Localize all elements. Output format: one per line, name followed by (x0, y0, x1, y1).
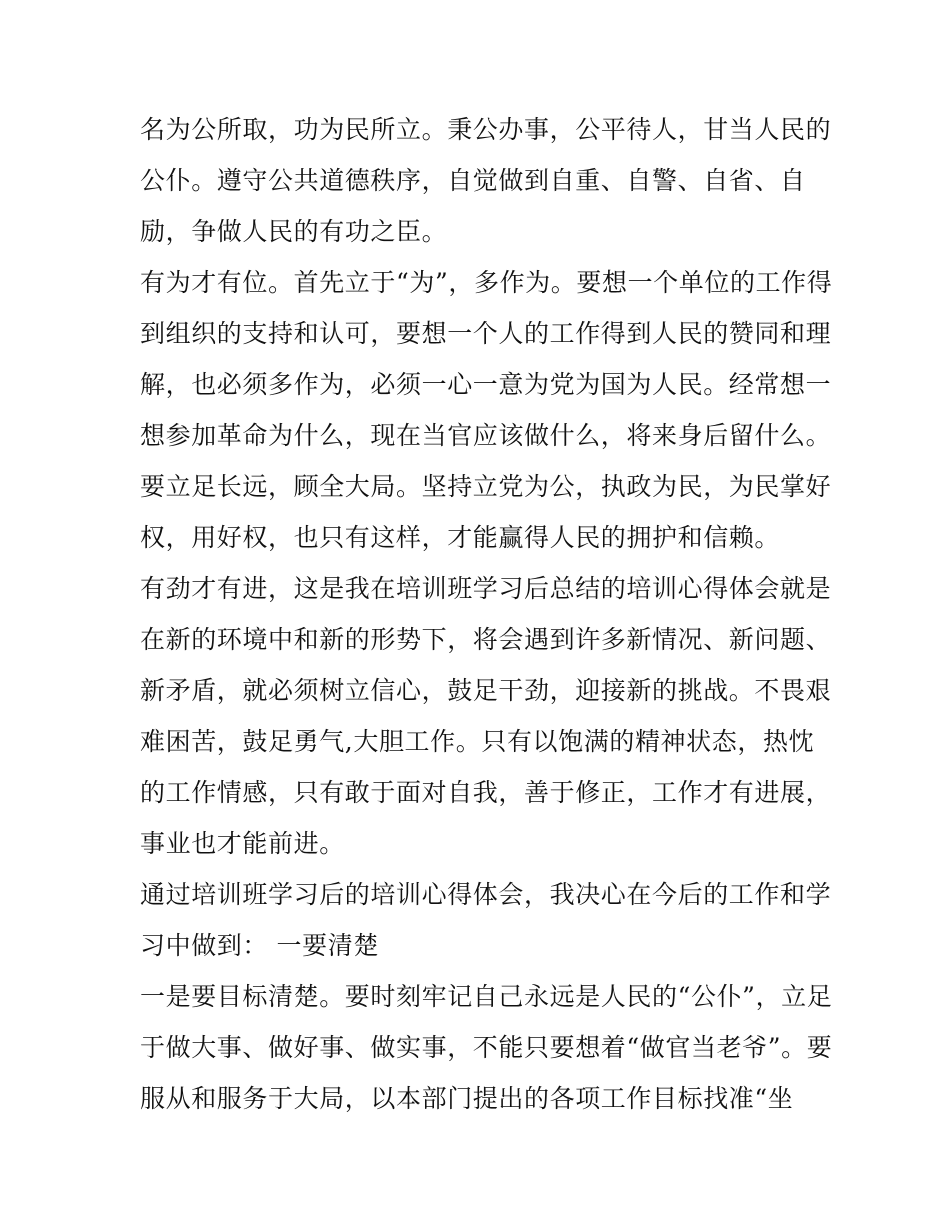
text-line: 名为公所取，功为民所立。秉公办事，公平待人，甘当人民的 (140, 115, 832, 144)
text-line: 难困苦，鼓足勇气,大胆工作。只有以饱满的精神状态，热忱 (140, 727, 815, 756)
paragraph-3 (140, 563, 832, 869)
text-line: 事业也才能前进。 (140, 829, 345, 858)
text-line: 想参加革命为什么，现在当官应该做什么，将来身后留什么。 (140, 421, 832, 450)
paragraph-2 (140, 257, 833, 563)
text-line: 有劲才有进，这是我在培训班学习后总结的培训心得体会就是 (140, 574, 832, 603)
text-line: 励，争做人民的有功之臣。 (140, 217, 448, 246)
text-line: 的工作情感，只有敢于面对自我，善于修正，工作才有进展， (140, 778, 832, 807)
document-body (140, 104, 833, 1124)
paragraph-4 (140, 869, 832, 971)
text-line: 一是要目标清楚。要时刻牢记自己永远是人民的“公仆”，立足 (140, 982, 833, 1011)
text-line: 权，用好权，也只有这样，才能赢得人民的拥护和信赖。 (140, 523, 781, 552)
text-line: 解，也必须多作为，必须一心一意为党为国为人民。经常想一 (140, 370, 832, 399)
text-line: 新矛盾，就必须树立信心，鼓足干劲，迎接新的挑战。不畏艰 (140, 676, 832, 705)
text-line: 公仆。遵守公共道德秩序，自觉做到自重、自警、自省、自 (140, 166, 806, 195)
text-line: 在新的环境中和新的形势下，将会遇到许多新情况、新问题、 (140, 625, 832, 654)
paragraph-1 (140, 104, 832, 257)
text-line: 习中做到： 一要清楚 (140, 931, 379, 960)
text-line: 通过培训班学习后的培训心得体会，我决心在今后的工作和学 (140, 880, 832, 909)
text-line: 服从和服务于大局，以本部门提出的各项工作目标找准“坐 (140, 1084, 794, 1113)
text-line: 要立足长远，顾全大局。坚持立党为公，执政为民，为民掌好 (140, 472, 832, 501)
text-line: 于做大事、做好事、做实事，不能只要想着“做官当老爷”。要 (140, 1033, 833, 1062)
text-line: 到组织的支持和认可，要想一个人的工作得到人民的赞同和理 (140, 319, 832, 348)
paragraph-5 (140, 971, 833, 1124)
text-line: 有为才有位。首先立于“为”，多作为。要想一个单位的工作得 (140, 268, 833, 297)
